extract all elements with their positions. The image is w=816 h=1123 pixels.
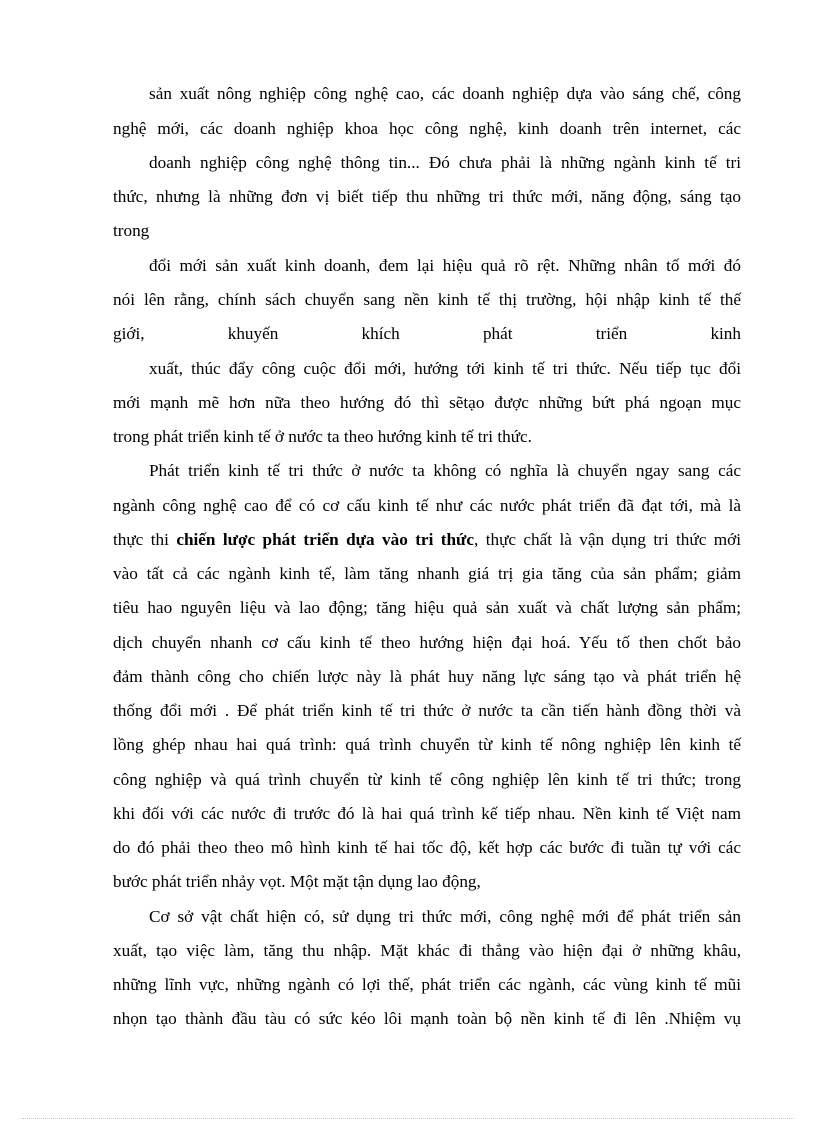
text-run: thực thi: [113, 530, 169, 549]
text-line: trong: [113, 221, 150, 240]
text-line: công nghiệp và quá trình chuyển từ kinh tế công nghiệp lên kinh tế tri thức; trong: [113, 770, 741, 789]
text-line: mới mạnh mẽ hơn nữa theo hướng đó thì sẽtạo được những bứt phá ngoạn mục: [113, 393, 741, 412]
text-line: những lĩnh vực, những ngành có lợi thế, phát triển các ngành, các vùng kinh tế mũi: [113, 975, 741, 994]
text-line: xuất, thúc đẩy công cuộc đổi mới, hướng tới kinh tế tri thức. Nếu tiếp tục đổi: [149, 359, 741, 378]
text-line: thức, nhưng là những đơn vị biết tiếp thu những tri thức mới, năng động, sáng tạo: [113, 187, 741, 206]
text-line: ngành công nghệ cao để có cơ cấu kinh tế như các nước phát triển đã đạt tới, mà là: [113, 496, 741, 515]
text-line: do đó phải theo theo mô hình kinh tế hai tốc độ, kết hợp các bước đi tuần tự với các: [113, 838, 741, 857]
word: khuyến: [227, 324, 279, 343]
text-line: xuất, tạo việc làm, tăng thu nhập. Mặt khác đi thẳng vào hiện đại ở những khâu,: [113, 941, 741, 960]
text-line: bước phát triển nhảy vọt. Một mặt tận dụng lao động,: [113, 872, 481, 891]
word: khích: [361, 324, 400, 343]
text-line: Cơ sở vật chất hiện có, sử dụng tri thức mới, công nghệ mới để phát triển sản: [149, 907, 741, 926]
text-line: vào tất cả các ngành kinh tế, làm tăng nhanh giá trị gia tăng của sản phẩm; giảm: [113, 564, 741, 583]
text-line: khi đối với các nước đi trước đó là hai quá trình kế tiếp nhau. Nền kinh tế Việt nam: [113, 804, 741, 823]
bold-emphasis: chiến lược phát triển dựa vào tri thức: [176, 530, 474, 549]
word: giới,: [113, 324, 145, 343]
word: kinh: [710, 324, 741, 343]
text-line: nhọn tạo thành đầu tàu có sức kéo lôi mạnh toàn bộ nền kinh tế đi lên .Nhiệm vụ: [113, 1009, 741, 1028]
text-line: lồng ghép nhau hai quá trình: quá trình chuyển từ kinh tế nông nghiệp lên kinh tế: [113, 735, 741, 754]
text-line: doanh nghiệp công nghệ thông tin... Đó chưa phải là những ngành kinh tế tri: [149, 153, 741, 172]
text-line: dịch chuyển nhanh cơ cấu kinh tế theo hướng hiện đại hoá. Yếu tố then chốt bảo: [113, 633, 741, 652]
footer-divider: [22, 1118, 794, 1119]
text-line: nghệ mới, các doanh nghiệp khoa học công nghệ, kinh doanh trên internet, các: [113, 119, 741, 138]
text-run: , thực chất là vận dụng tri thức mới: [473, 530, 741, 549]
text-line: đổi mới sản xuất kinh doanh, đem lại hiệu quả rõ rệt. Những nhân tố mới đó: [149, 256, 741, 275]
text-line: nói lên rằng, chính sách chuyển sang nền kinh tế thị trường, hội nhập kinh tế thế: [113, 290, 741, 309]
text-line: sản xuất nông nghiệp công nghệ cao, các doanh nghiệp dựa vào sáng chế, công: [149, 84, 741, 103]
text-line: Phát triển kinh tế tri thức ở nước ta không có nghĩa là chuyển ngay sang các: [149, 461, 741, 480]
text-line: đảm thành công cho chiến lược này là phát huy năng lực sáng tạo và phát triển hệ: [113, 667, 741, 686]
text-line: tiêu hao nguyên liệu và lao động; tăng hiệu quả sản xuất và chất lượng sản phẩm;: [113, 598, 741, 617]
spread-text-line: [113, 323, 741, 345]
text-line: [113, 529, 741, 551]
text-line: thống đổi mới . Để phát triển kinh tế tri thức ở nước ta cần tiến hành đồng thời và: [113, 701, 741, 720]
word: triển: [595, 324, 628, 343]
text-line: trong phát triển kinh tế ở nước ta theo hướng kinh tế tri thức.: [113, 427, 532, 446]
word: phát: [482, 324, 513, 343]
